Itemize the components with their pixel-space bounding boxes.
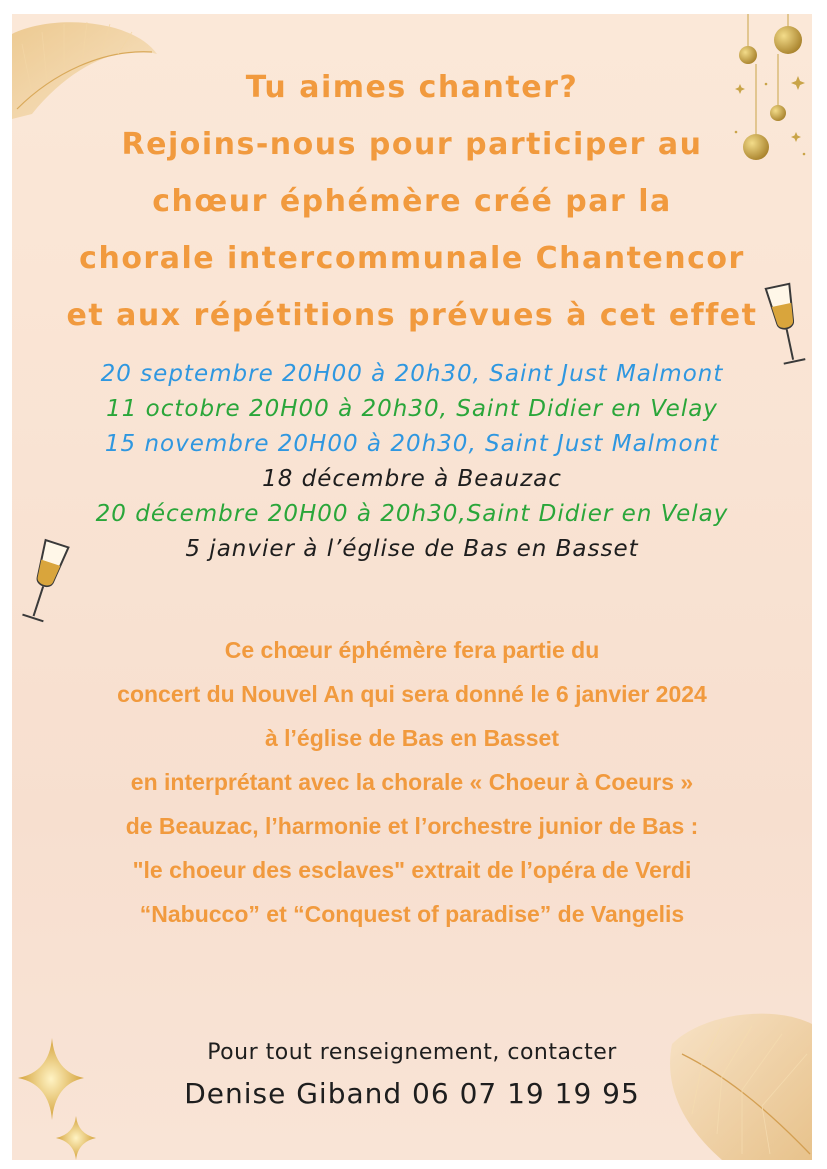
headline xyxy=(12,59,812,344)
info-line: Ce chœur éphémère fera partie du xyxy=(224,637,600,663)
info-line: à l’église de Bas en Basset xyxy=(264,725,560,751)
info-line: concert du Nouvel An qui sera donné le 6 janvier 2024 xyxy=(117,681,707,707)
concert-info xyxy=(12,628,812,936)
info-line: de Beauzac, l’harmonie et l’orchestre junior de Bas : xyxy=(125,813,699,839)
flyer-page xyxy=(12,14,812,1160)
rehearsal-date: 15 novembre 20H00 à 20h30, Saint Just Malmont xyxy=(104,431,720,457)
info-line: “Nabucco” et “Conquest of paradise” de Vangelis xyxy=(139,901,685,927)
info-line: en interprétant avec la chorale « Choeur à Coeurs » xyxy=(130,769,694,795)
rehearsal-dates xyxy=(12,357,812,567)
rehearsal-date: 5 janvier à l’église de Bas en Basset xyxy=(185,536,639,562)
headline-line: chorale intercommunale Chantencor xyxy=(79,241,745,276)
contact-label: Pour tout renseignement, contacter xyxy=(207,1040,617,1065)
headline-line: chœur éphémère créé par la xyxy=(152,184,672,219)
headline-line: et aux répétitions prévues à cet effet xyxy=(66,298,758,333)
rehearsal-date: 20 décembre 20H00 à 20h30,Saint Didier en Velay xyxy=(95,501,729,527)
headline-line: Tu aimes chanter? xyxy=(245,70,579,105)
rehearsal-date: 20 septembre 20H00 à 20h30, Saint Just Malmont xyxy=(100,361,724,387)
contact-name-phone: Denise Giband 06 07 19 19 95 xyxy=(184,1077,640,1110)
contact-block xyxy=(12,1034,812,1116)
info-line: "le choeur des esclaves" extrait de l’opéra de Verdi xyxy=(132,857,692,883)
headline-line: Rejoins-nous pour participer au xyxy=(121,127,703,162)
rehearsal-date: 11 octobre 20H00 à 20h30, Saint Didier en Velay xyxy=(106,396,718,422)
rehearsal-date: 18 décembre à Beauzac xyxy=(262,466,562,492)
